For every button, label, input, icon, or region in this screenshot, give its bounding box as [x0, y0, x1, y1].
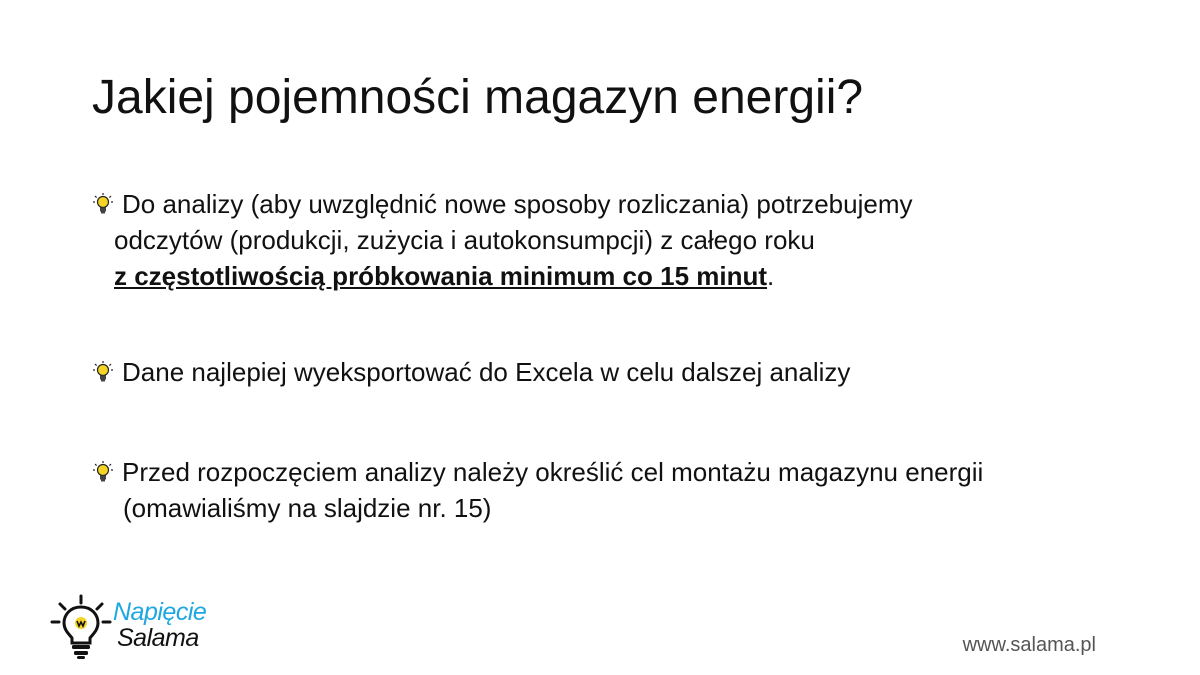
emphasis-text: z częstotliwością próbkowania minimum co 15 minut: [114, 261, 768, 291]
bullet-line: [92, 454, 1152, 490]
bullet-line: [92, 186, 1052, 222]
lightbulb-icon: [92, 360, 114, 384]
bullet-text-end: .: [767, 261, 775, 291]
logo-text-line1: Napięcie: [113, 598, 207, 626]
lightbulb-logo-icon: [50, 594, 112, 662]
bullet-item: [92, 354, 1052, 390]
brand-logo: [50, 594, 230, 664]
slide-title: Jakiej pojemności magazyn energii?: [92, 71, 864, 124]
lightbulb-icon: [92, 460, 114, 484]
lightbulb-icon: [92, 192, 114, 216]
bullet-text: odczytów (produkcji, zużycia i autokonsumpcji) z całego roku: [114, 225, 815, 255]
bullet-line: [92, 354, 1052, 390]
bullet-item: [92, 454, 1152, 526]
footer-url: www.salama.pl: [962, 634, 1096, 656]
logo-text-line2: Salama: [117, 624, 199, 652]
bullet-text: (omawialiśmy na slajdzie nr. 15): [123, 493, 492, 523]
bullet-text: Do analizy (aby uwzględnić nowe sposoby rozliczania) potrzebujemy: [122, 189, 913, 219]
bullet-item: [92, 186, 1052, 294]
bullet-text: Dane najlepiej wyeksportować do Excela w celu dalszej analizy: [122, 357, 851, 387]
bullet-line: [92, 258, 1052, 294]
bullet-text: Przed rozpoczęciem analizy należy określić cel montażu magazynu energii: [122, 457, 984, 487]
